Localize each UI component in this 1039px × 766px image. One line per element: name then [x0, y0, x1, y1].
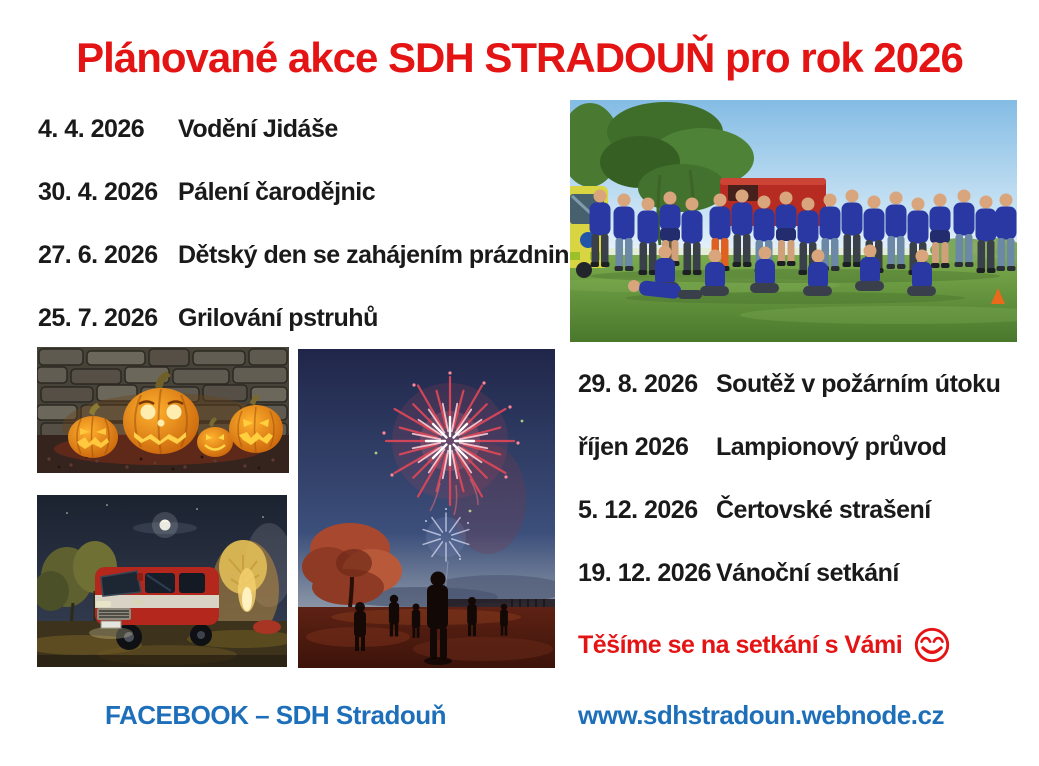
page-title: Plánované akce SDH STRADOUŇ pro rok 2026: [76, 34, 963, 81]
event-name: Čertovské strašení: [716, 496, 931, 524]
event-date: 4. 4. 2026: [38, 115, 145, 143]
event-date: 27. 6. 2026: [38, 241, 158, 269]
fire-van-night-photo: [37, 495, 287, 667]
closing-text: Těšíme se na setkání s Vámi: [578, 630, 903, 659]
event-name: Grilování pstruhů: [178, 304, 378, 332]
smiling-face-icon: [912, 625, 952, 665]
event-row: [578, 495, 1000, 525]
website-url: www.sdhstradoun.webnode.cz: [578, 700, 944, 730]
event-row: [578, 432, 1000, 462]
event-name: Vánoční setkání: [716, 559, 899, 587]
event-row: [38, 303, 569, 333]
event-name: Vodění Jidáše: [178, 115, 338, 143]
events-list-right: [578, 369, 1000, 588]
team-group-photo: [570, 100, 1017, 342]
event-name: Soutěž v požárním útoku: [716, 370, 1001, 398]
halloween-pumpkins-photo: [37, 347, 289, 473]
event-row: [578, 558, 1000, 588]
event-date: 19. 12. 2026: [578, 559, 712, 587]
events-list-left: [38, 114, 569, 333]
event-row: [38, 114, 569, 144]
event-date: 5. 12. 2026: [578, 496, 698, 524]
event-name: Dětský den se zahájením prázdnin: [178, 241, 570, 269]
event-date: říjen 2026: [578, 433, 689, 461]
event-date: 30. 4. 2026: [38, 178, 158, 206]
event-name: Pálení čarodějnic: [178, 178, 376, 206]
event-row: [38, 240, 569, 270]
event-row: [38, 177, 569, 207]
event-date: 29. 8. 2026: [578, 370, 698, 398]
event-name: Lampionový průvod: [716, 433, 947, 461]
fireworks-photo: [298, 349, 555, 668]
event-date: 25. 7. 2026: [38, 304, 158, 332]
closing-message: [578, 625, 952, 665]
event-row: [578, 369, 1000, 399]
facebook-label: FACEBOOK – SDH Stradouň: [105, 700, 446, 730]
